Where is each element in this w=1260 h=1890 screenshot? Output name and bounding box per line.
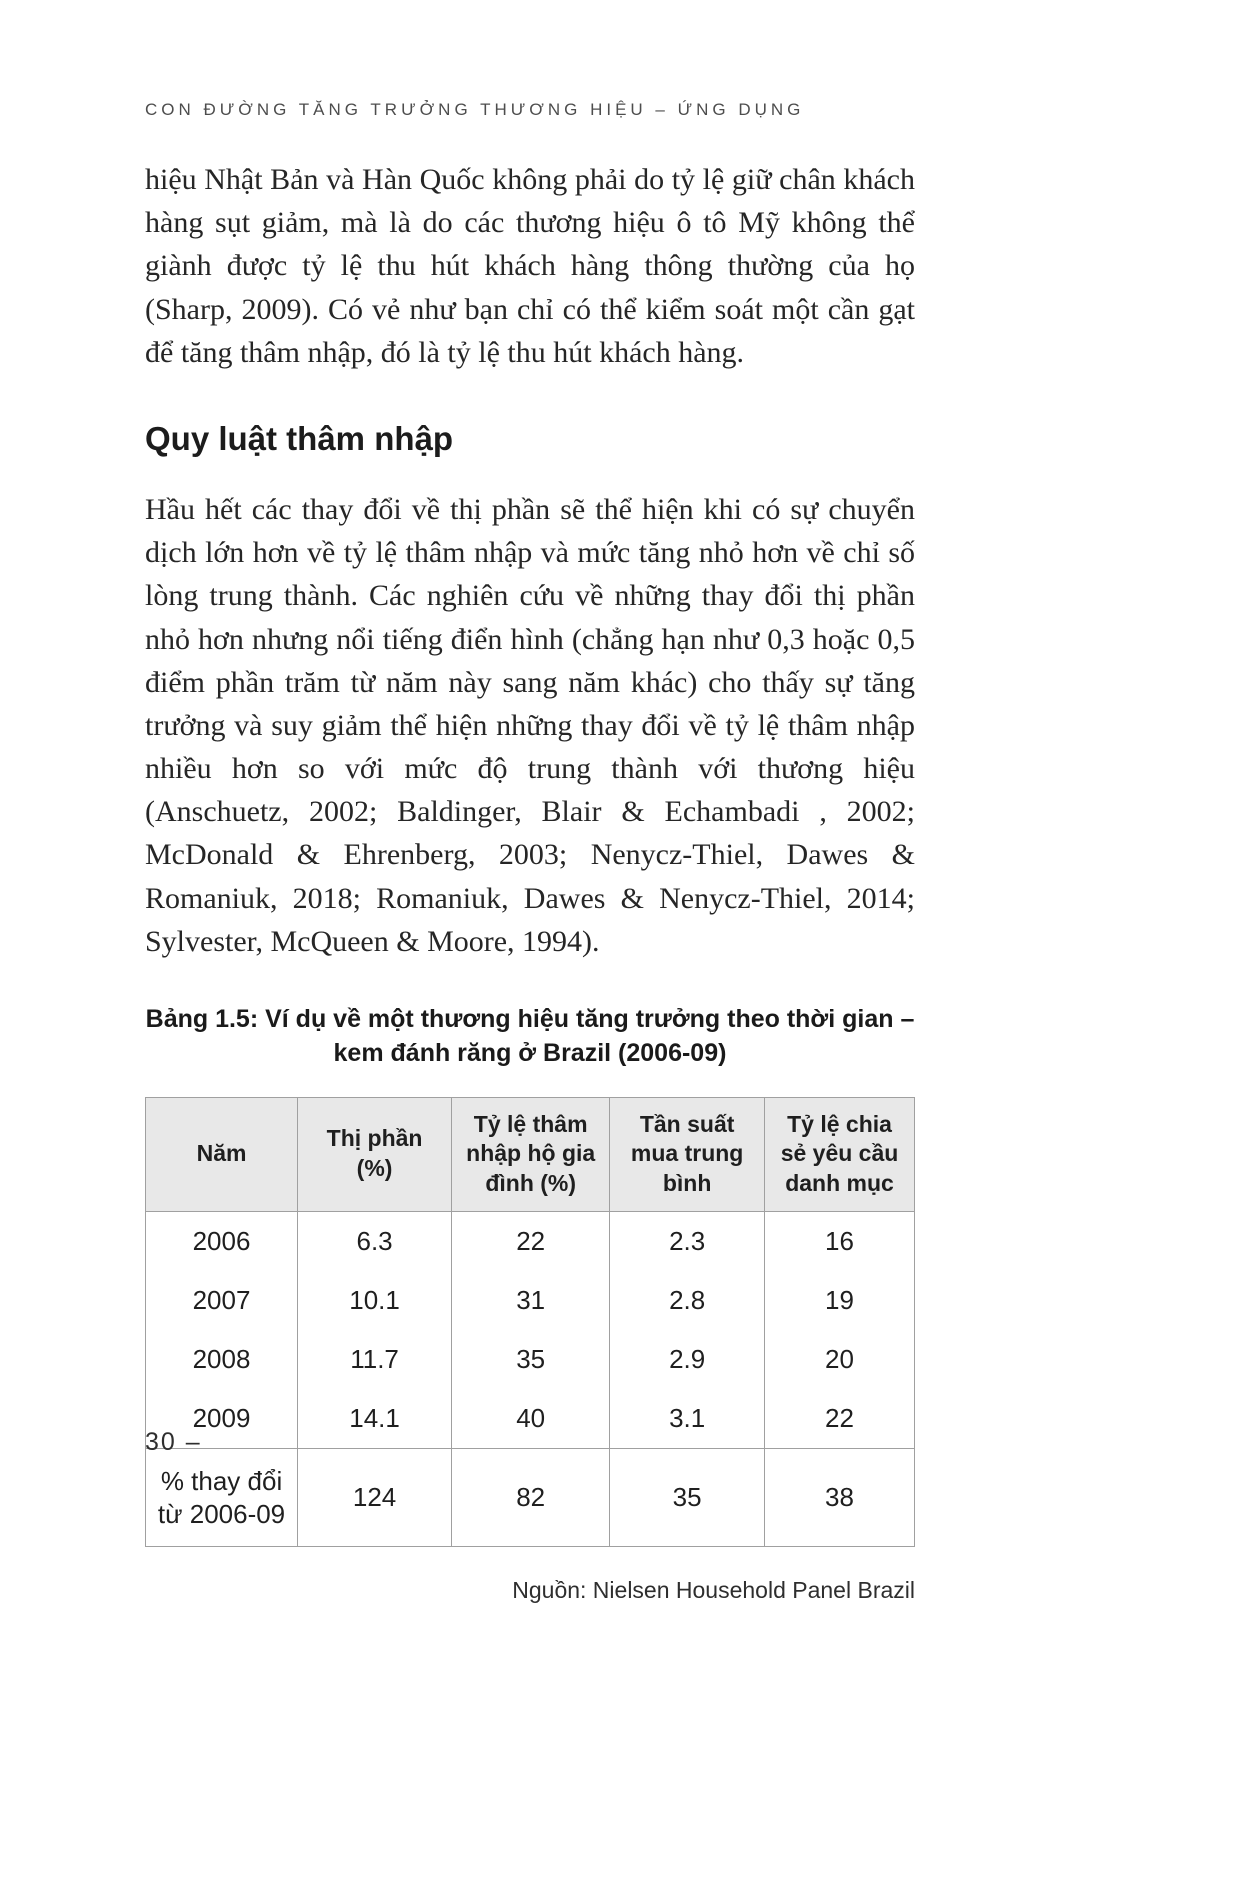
running-header: CON ĐƯỜNG TĂNG TRƯỞNG THƯƠNG HIỆU – ỨNG DỤNG — [145, 100, 805, 119]
table-row — [146, 1330, 915, 1389]
table-cell: 16 — [765, 1212, 915, 1272]
column-header-share-of-requirements: Tỷ lệ chia sẻ yêu cầu danh mục — [765, 1097, 915, 1212]
page-number: 30 – — [145, 1428, 202, 1456]
table-cell: 11.7 — [298, 1330, 452, 1389]
table-cell: 35 — [610, 1449, 765, 1547]
column-header-year: Năm — [146, 1097, 298, 1212]
table-row — [146, 1389, 915, 1449]
table-cell: 38 — [765, 1449, 915, 1547]
table-cell: 124 — [298, 1449, 452, 1547]
table-cell: 22 — [765, 1389, 915, 1449]
column-header-purchase-frequency: Tần suất mua trung bình — [610, 1097, 765, 1212]
table-caption-line-2: kem đánh răng ở Brazil (2006-09) — [333, 1038, 727, 1067]
table-cell: 19 — [765, 1271, 915, 1330]
table-cell: 2.9 — [610, 1330, 765, 1389]
table-row — [146, 1212, 915, 1272]
table-cell: 40 — [452, 1389, 610, 1449]
table-header-row — [146, 1097, 915, 1212]
table-cell: 14.1 — [298, 1389, 452, 1449]
table-cell: 82 — [452, 1449, 610, 1547]
paragraph-continuation: hiệu Nhật Bản và Hàn Quốc không phải do tỷ lệ giữ chân khách hàng sụt giảm, mà là do các thương hiệu ô tô Mỹ không thể giành được tỷ lệ thu hút khách hàng thông thường của họ (Sharp, 2009). Có vẻ như bạn chỉ có thể kiểm soát một cần gạt để tăng thâm nhập, đó là tỷ lệ thu hút khách hàng. — [145, 163, 915, 369]
table-cell: 2.8 — [610, 1271, 765, 1330]
table-caption — [145, 1003, 915, 1071]
table-body — [146, 1212, 915, 1547]
table-cell: 2009 — [146, 1389, 298, 1449]
table-row — [146, 1271, 915, 1330]
table-cell: 31 — [452, 1271, 610, 1330]
table-cell: 6.3 — [298, 1212, 452, 1272]
table-cell: 2006 — [146, 1212, 298, 1272]
table-cell: 22 — [452, 1212, 610, 1272]
table-cell: 2007 — [146, 1271, 298, 1330]
section-heading: Quy luật thâm nhập — [145, 419, 454, 457]
table-summary-row — [146, 1449, 915, 1547]
table-caption-line-1: Bảng 1.5: Ví dụ về một thương hiệu tăng trưởng theo thời gian – — [145, 1005, 915, 1033]
table-cell-change-label: % thay đổi từ 2006-09 — [146, 1449, 298, 1547]
table-cell: 35 — [452, 1330, 610, 1389]
data-table — [145, 1097, 915, 1548]
table-cell: 10.1 — [298, 1271, 452, 1330]
table-header — [146, 1097, 915, 1212]
table-cell: 3.1 — [610, 1389, 765, 1449]
table-cell: 2.3 — [610, 1212, 765, 1272]
table-cell: 20 — [765, 1330, 915, 1389]
table-cell: 2008 — [146, 1330, 298, 1389]
column-header-market-share: Thị phần (%) — [298, 1097, 452, 1212]
source-note: Nguồn: Nielsen Household Panel Brazil — [512, 1577, 915, 1604]
column-header-penetration: Tỷ lệ thâm nhập hộ gia đình (%) — [452, 1097, 610, 1212]
paragraph: Hầu hết các thay đổi về thị phần sẽ thể hiện khi có sự chuyển dịch lớn hơn về tỷ lệ thâm nhập và mức tăng nhỏ hơn về chỉ số lòng trung thành. Các nghiên cứu về những thay đổi thị phần nhỏ hơn nhưng nổi tiếng điển hình (chẳng hạn như 0,3 hoặc 0,5 điểm phần trăm từ năm này sang năm khác) cho thấy sự tăng trưởng và suy giảm thể hiện những thay đổi về tỷ lệ thâm nhập nhiều hơn so với mức độ trung thành với thương hiệu (Anschuetz, 2002; Baldinger, Blair & Echambadi , 2002; McDonald & Ehrenberg, 2003; Nenycz-Thiel, Dawes & Romaniuk, 2018; Romaniuk, Dawes & Nenycz-Thiel, 2014; Sylvester, McQueen & Moore, 1994). — [145, 492, 915, 958]
